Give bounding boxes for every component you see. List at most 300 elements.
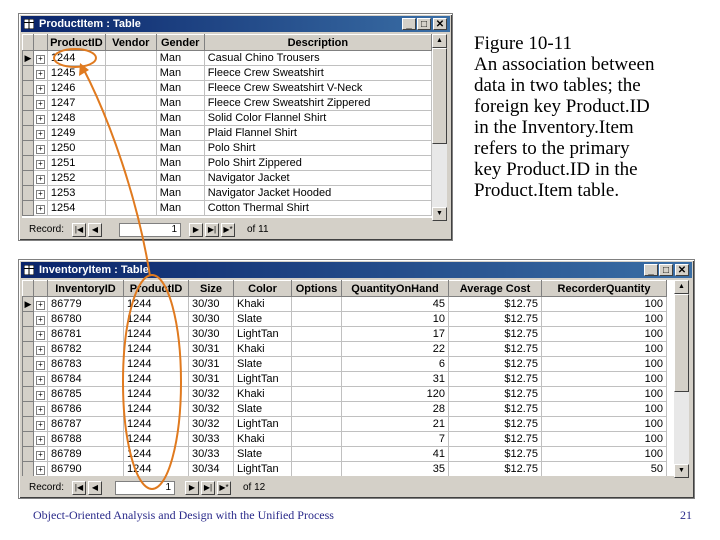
table-cell[interactable]: 30/32 xyxy=(189,387,234,402)
table-cell[interactable]: 35 xyxy=(342,462,449,477)
table-cell[interactable] xyxy=(292,387,342,402)
record-label: Record: xyxy=(29,482,65,493)
expand-plus-icon[interactable]: + xyxy=(36,175,45,184)
expand-plus-icon[interactable]: + xyxy=(36,100,45,109)
expand-cell[interactable] xyxy=(34,417,48,432)
table-cell[interactable]: 28 xyxy=(342,402,449,417)
column-header[interactable]: Average Cost xyxy=(449,281,542,297)
table-cell[interactable] xyxy=(105,171,156,186)
table-cell[interactable]: $12.75 xyxy=(449,402,542,417)
table-cell[interactable] xyxy=(105,51,156,66)
new-record-button[interactable]: ▶* xyxy=(217,481,231,495)
record-count: of 11 xyxy=(247,224,269,235)
expand-plus-icon[interactable]: + xyxy=(36,115,45,124)
table-cell[interactable]: 21 xyxy=(342,417,449,432)
record-selector[interactable] xyxy=(23,387,34,402)
close-button[interactable]: ✕ xyxy=(433,18,447,30)
table-cell[interactable]: Khaki xyxy=(234,387,292,402)
expand-header xyxy=(33,35,47,51)
table-row[interactable] xyxy=(23,417,667,432)
table-cell[interactable]: 100 xyxy=(542,447,667,462)
table-cell[interactable] xyxy=(105,66,156,81)
inventory-item-window xyxy=(18,259,695,499)
expand-cell[interactable] xyxy=(33,51,47,66)
table-cell[interactable] xyxy=(105,156,156,171)
caption-line: data in two tables; the xyxy=(474,75,641,96)
record-selector[interactable] xyxy=(23,327,34,342)
expand-cell[interactable] xyxy=(34,342,48,357)
table-cell[interactable]: Slate xyxy=(234,312,292,327)
table-cell[interactable]: 30/31 xyxy=(189,372,234,387)
product-item-titlebar[interactable] xyxy=(21,16,450,32)
table-cell[interactable]: 1244 xyxy=(124,462,189,477)
expand-cell[interactable] xyxy=(33,141,47,156)
table-cell[interactable]: 31 xyxy=(342,372,449,387)
table-cell[interactable]: Plaid Flannel Shirt xyxy=(204,126,431,141)
table-cell[interactable] xyxy=(105,81,156,96)
record-number-input[interactable]: 1 xyxy=(115,481,175,495)
table-cell[interactable]: LightTan xyxy=(234,327,292,342)
expand-plus-icon[interactable]: + xyxy=(36,130,45,139)
caption-line: refers to the primary xyxy=(474,138,630,159)
table-cell[interactable]: 100 xyxy=(542,372,667,387)
table-cell[interactable]: 45 xyxy=(342,297,449,312)
expand-plus-icon[interactable]: + xyxy=(36,406,45,415)
table-cell[interactable]: Fleece Crew Sweatshirt V-Neck xyxy=(204,81,431,96)
record-selector[interactable] xyxy=(23,96,34,111)
record-selector[interactable] xyxy=(23,201,34,216)
table-cell[interactable]: Fleece Crew Sweatshirt xyxy=(204,66,431,81)
table-cell[interactable]: $12.75 xyxy=(449,372,542,387)
table-cell[interactable]: LightTan xyxy=(234,462,292,477)
table-cell[interactable]: Slate xyxy=(234,447,292,462)
record-selector[interactable] xyxy=(23,126,34,141)
table-cell[interactable]: 86783 xyxy=(48,357,124,372)
expand-plus-icon[interactable]: + xyxy=(36,436,45,445)
table-cell[interactable]: Man xyxy=(156,96,204,111)
expand-plus-icon[interactable]: + xyxy=(36,301,45,310)
expand-plus-icon[interactable]: + xyxy=(36,55,45,64)
table-cell[interactable]: 100 xyxy=(542,387,667,402)
expand-cell[interactable] xyxy=(34,387,48,402)
current-record-icon[interactable]: ▶ xyxy=(23,297,34,312)
table-cell[interactable]: 1248 xyxy=(47,111,105,126)
table-cell[interactable]: 6 xyxy=(342,357,449,372)
table-row[interactable] xyxy=(23,186,432,201)
scroll-thumb[interactable] xyxy=(432,48,447,144)
table-cell[interactable]: 30/31 xyxy=(189,357,234,372)
table-cell[interactable]: 1254 xyxy=(47,201,105,216)
close-button[interactable]: ✕ xyxy=(675,264,689,276)
table-cell[interactable] xyxy=(105,201,156,216)
expand-plus-icon[interactable]: + xyxy=(36,70,45,79)
table-cell[interactable]: $12.75 xyxy=(449,462,542,477)
table-cell[interactable]: Solid Color Flannel Shirt xyxy=(204,111,431,126)
record-selector[interactable] xyxy=(23,462,34,477)
table-cell[interactable]: 30/32 xyxy=(189,417,234,432)
table-cell[interactable]: 1246 xyxy=(47,81,105,96)
column-header[interactable]: Vendor xyxy=(105,35,156,51)
table-cell[interactable] xyxy=(105,186,156,201)
table-row[interactable] xyxy=(23,171,432,186)
expand-cell[interactable] xyxy=(34,432,48,447)
table-row[interactable] xyxy=(23,126,432,141)
table-cell[interactable]: 41 xyxy=(342,447,449,462)
table-cell[interactable]: 1244 xyxy=(124,402,189,417)
figure-caption xyxy=(474,33,714,201)
current-record-icon[interactable]: ▶ xyxy=(23,51,34,66)
record-selector[interactable] xyxy=(23,186,34,201)
product-table xyxy=(22,34,432,216)
window-title: ProductItem : Table xyxy=(39,18,141,30)
table-cell[interactable]: 100 xyxy=(542,342,667,357)
table-cell[interactable]: Polo Shirt Zippered xyxy=(204,156,431,171)
scroll-up-button[interactable]: ▲ xyxy=(432,34,447,48)
table-cell[interactable] xyxy=(105,96,156,111)
column-header[interactable]: Gender xyxy=(156,35,204,51)
table-cell[interactable]: 100 xyxy=(542,402,667,417)
table-cell[interactable] xyxy=(292,417,342,432)
inventory-datasheet xyxy=(22,280,674,476)
first-record-button[interactable]: |◀ xyxy=(72,223,86,237)
table-cell[interactable]: 86780 xyxy=(48,312,124,327)
table-cell[interactable]: 30/30 xyxy=(189,327,234,342)
table-cell[interactable]: 1244 xyxy=(124,312,189,327)
record-selector[interactable] xyxy=(23,357,34,372)
scroll-down-button[interactable]: ▼ xyxy=(674,464,689,478)
table-cell[interactable]: Man xyxy=(156,111,204,126)
expand-plus-icon[interactable]: + xyxy=(36,451,45,460)
table-cell[interactable]: 1244 xyxy=(124,372,189,387)
column-header[interactable]: Color xyxy=(234,281,292,297)
minimize-button[interactable]: _ xyxy=(402,18,416,30)
record-selector[interactable] xyxy=(23,432,34,447)
expand-cell[interactable] xyxy=(34,462,48,477)
first-record-button[interactable]: |◀ xyxy=(72,481,86,495)
table-cell[interactable] xyxy=(105,141,156,156)
table-cell[interactable]: Man xyxy=(156,126,204,141)
table-cell[interactable]: 1253 xyxy=(47,186,105,201)
table-cell[interactable]: $12.75 xyxy=(449,387,542,402)
table-cell[interactable]: 30/33 xyxy=(189,432,234,447)
corner-cell xyxy=(23,35,34,51)
table-cell[interactable]: 1244 xyxy=(124,327,189,342)
table-cell[interactable]: Cotton Thermal Shirt xyxy=(204,201,431,216)
table-cell[interactable] xyxy=(292,402,342,417)
table-cell[interactable]: 1249 xyxy=(47,126,105,141)
expand-header xyxy=(34,281,48,297)
expand-cell[interactable] xyxy=(33,171,47,186)
table-row[interactable] xyxy=(23,327,667,342)
expand-cell[interactable] xyxy=(33,126,47,141)
table-cell[interactable] xyxy=(292,357,342,372)
table-cell[interactable]: 1244 xyxy=(124,417,189,432)
table-row[interactable] xyxy=(23,432,667,447)
table-cell[interactable]: 100 xyxy=(542,327,667,342)
window-title: InventoryItem : Table xyxy=(39,264,149,276)
table-cell[interactable] xyxy=(292,312,342,327)
table-row[interactable] xyxy=(23,342,667,357)
vertical-scrollbar[interactable] xyxy=(432,34,447,221)
previous-record-button[interactable]: ◀ xyxy=(88,481,102,495)
expand-plus-icon[interactable]: + xyxy=(36,346,45,355)
expand-plus-icon[interactable]: + xyxy=(36,331,45,340)
table-cell[interactable]: 100 xyxy=(542,417,667,432)
table-cell[interactable]: 1244 xyxy=(124,432,189,447)
table-cell[interactable]: 86787 xyxy=(48,417,124,432)
table-cell[interactable]: Man xyxy=(156,66,204,81)
record-selector[interactable] xyxy=(23,66,34,81)
table-cell[interactable] xyxy=(292,372,342,387)
table-cell[interactable]: 1251 xyxy=(47,156,105,171)
table-cell[interactable]: Slate xyxy=(234,357,292,372)
vertical-scrollbar[interactable] xyxy=(674,280,689,478)
column-header[interactable]: QuantityOnHand xyxy=(342,281,449,297)
table-cell[interactable]: 30/33 xyxy=(189,447,234,462)
column-header[interactable]: Options xyxy=(292,281,342,297)
record-label: Record: xyxy=(29,224,65,235)
table-cell[interactable] xyxy=(105,111,156,126)
table-cell[interactable]: 1244 xyxy=(124,342,189,357)
table-cell[interactable]: 120 xyxy=(342,387,449,402)
table-row[interactable] xyxy=(23,297,667,312)
product-item-window xyxy=(18,13,453,241)
table-cell[interactable]: 86782 xyxy=(48,342,124,357)
table-cell[interactable]: 1244 xyxy=(124,387,189,402)
table-cell[interactable] xyxy=(105,126,156,141)
table-row[interactable] xyxy=(23,447,667,462)
table-cell[interactable]: 100 xyxy=(542,432,667,447)
table-cell[interactable]: Navigator Jacket Hooded xyxy=(204,186,431,201)
table-cell[interactable]: Man xyxy=(156,171,204,186)
table-cell[interactable]: 86788 xyxy=(48,432,124,447)
table-cell[interactable]: 86790 xyxy=(48,462,124,477)
record-selector[interactable] xyxy=(23,447,34,462)
table-row[interactable] xyxy=(23,141,432,156)
maximize-button[interactable]: □ xyxy=(659,264,673,276)
expand-cell[interactable] xyxy=(34,312,48,327)
table-cell[interactable]: Slate xyxy=(234,402,292,417)
table-cell[interactable]: 100 xyxy=(542,312,667,327)
table-cell[interactable]: 1244 xyxy=(47,51,105,66)
table-row[interactable] xyxy=(23,402,667,417)
expand-cell[interactable] xyxy=(33,66,47,81)
table-row[interactable] xyxy=(23,201,432,216)
page-number: 21 xyxy=(680,508,692,522)
product-datasheet xyxy=(22,34,432,218)
table-cell[interactable]: Khaki xyxy=(234,297,292,312)
table-cell[interactable]: 30/31 xyxy=(189,342,234,357)
record-selector[interactable] xyxy=(23,111,34,126)
table-cell[interactable]: Man xyxy=(156,186,204,201)
table-cell[interactable]: 1245 xyxy=(47,66,105,81)
table-cell[interactable]: 30/30 xyxy=(189,312,234,327)
table-cell[interactable]: 30/34 xyxy=(189,462,234,477)
caption-line: in the Inventory.Item xyxy=(474,117,634,138)
expand-cell[interactable] xyxy=(33,156,47,171)
column-header[interactable]: RecorderQuantity xyxy=(542,281,667,297)
expand-plus-icon[interactable]: + xyxy=(36,376,45,385)
table-cell[interactable]: $12.75 xyxy=(449,297,542,312)
table-cell[interactable]: Polo Shirt xyxy=(204,141,431,156)
table-cell[interactable]: 86784 xyxy=(48,372,124,387)
expand-plus-icon[interactable]: + xyxy=(36,190,45,199)
table-cell[interactable]: $12.75 xyxy=(449,327,542,342)
table-row[interactable] xyxy=(23,81,432,96)
caption-line: foreign key Product.ID xyxy=(474,96,650,117)
expand-cell[interactable] xyxy=(34,297,48,312)
expand-cell[interactable] xyxy=(33,201,47,216)
expand-plus-icon[interactable]: + xyxy=(36,205,45,214)
table-cell[interactable]: LightTan xyxy=(234,372,292,387)
caption-line: An association between xyxy=(474,54,655,75)
expand-cell[interactable] xyxy=(33,111,47,126)
corner-cell xyxy=(23,281,34,297)
table-cell[interactable]: 1252 xyxy=(47,171,105,186)
expand-cell[interactable] xyxy=(33,81,47,96)
caption-line: Figure 10-11 xyxy=(474,33,572,54)
table-cell[interactable]: Man xyxy=(156,201,204,216)
record-selector[interactable] xyxy=(23,312,34,327)
expand-cell[interactable] xyxy=(33,96,47,111)
table-row[interactable] xyxy=(23,156,432,171)
table-cell[interactable]: 1247 xyxy=(47,96,105,111)
expand-plus-icon[interactable]: + xyxy=(36,160,45,169)
table-cell[interactable]: Khaki xyxy=(234,342,292,357)
expand-plus-icon[interactable]: + xyxy=(36,361,45,370)
table-cell[interactable]: LightTan xyxy=(234,417,292,432)
record-selector[interactable] xyxy=(23,81,34,96)
table-row[interactable] xyxy=(23,462,667,477)
table-cell[interactable]: $12.75 xyxy=(449,417,542,432)
table-cell[interactable] xyxy=(292,342,342,357)
table-cell[interactable]: 30/32 xyxy=(189,402,234,417)
table-cell[interactable]: $12.75 xyxy=(449,357,542,372)
record-selector[interactable] xyxy=(23,141,34,156)
table-cell[interactable]: 86785 xyxy=(48,387,124,402)
table-cell[interactable]: 17 xyxy=(342,327,449,342)
footer-title: Object-Oriented Analysis and Design with the Unified Process xyxy=(33,508,334,522)
maximize-button[interactable]: □ xyxy=(417,18,431,30)
table-row[interactable] xyxy=(23,111,432,126)
scroll-up-button[interactable]: ▲ xyxy=(674,280,689,294)
table-row[interactable] xyxy=(23,387,667,402)
last-record-button[interactable]: ▶| xyxy=(201,481,215,495)
column-header[interactable]: Description xyxy=(204,35,431,51)
scroll-down-button[interactable]: ▼ xyxy=(432,207,447,221)
next-record-button[interactable]: ▶ xyxy=(189,223,203,237)
record-number-input[interactable]: 1 xyxy=(119,223,181,237)
table-cell[interactable]: 10 xyxy=(342,312,449,327)
caption-line: key Product.ID in the xyxy=(474,159,638,180)
table-cell[interactable]: $12.75 xyxy=(449,447,542,462)
table-cell[interactable]: 86781 xyxy=(48,327,124,342)
column-header[interactable]: ProductID xyxy=(124,281,189,297)
table-cell[interactable]: 100 xyxy=(542,297,667,312)
table-row[interactable] xyxy=(23,51,432,66)
expand-plus-icon[interactable]: + xyxy=(36,421,45,430)
table-row[interactable] xyxy=(23,66,432,81)
scroll-thumb[interactable] xyxy=(674,294,689,392)
table-cell[interactable]: 50 xyxy=(542,462,667,477)
table-cell[interactable]: 86789 xyxy=(48,447,124,462)
table-cell[interactable]: 86786 xyxy=(48,402,124,417)
table-cell[interactable]: 1244 xyxy=(124,357,189,372)
record-selector[interactable] xyxy=(23,171,34,186)
expand-cell[interactable] xyxy=(34,372,48,387)
expand-plus-icon[interactable]: + xyxy=(36,466,45,475)
last-record-button[interactable]: ▶| xyxy=(205,223,219,237)
table-cell[interactable] xyxy=(292,447,342,462)
expand-cell[interactable] xyxy=(34,357,48,372)
new-record-button[interactable]: ▶* xyxy=(221,223,235,237)
expand-cell[interactable] xyxy=(34,447,48,462)
table-cell[interactable]: 86779 xyxy=(48,297,124,312)
table-cell[interactable]: 30/30 xyxy=(189,297,234,312)
expand-plus-icon[interactable]: + xyxy=(36,145,45,154)
table-cell[interactable]: Man xyxy=(156,51,204,66)
expand-plus-icon[interactable]: + xyxy=(36,391,45,400)
table-cell[interactable] xyxy=(292,462,342,477)
next-record-button[interactable]: ▶ xyxy=(185,481,199,495)
table-cell[interactable] xyxy=(292,432,342,447)
table-cell[interactable] xyxy=(292,327,342,342)
table-row[interactable] xyxy=(23,312,667,327)
table-cell[interactable]: 1250 xyxy=(47,141,105,156)
expand-plus-icon[interactable]: + xyxy=(36,85,45,94)
table-icon xyxy=(24,265,34,275)
inventory-item-titlebar[interactable] xyxy=(21,262,692,278)
table-cell[interactable]: 1244 xyxy=(124,297,189,312)
table-cell[interactable]: Man xyxy=(156,81,204,96)
column-header[interactable]: InventoryID xyxy=(48,281,124,297)
table-cell[interactable]: 7 xyxy=(342,432,449,447)
expand-cell[interactable] xyxy=(34,327,48,342)
previous-record-button[interactable]: ◀ xyxy=(88,223,102,237)
table-cell[interactable]: 22 xyxy=(342,342,449,357)
table-cell[interactable]: Fleece Crew Sweatshirt Zippered xyxy=(204,96,431,111)
table-cell[interactable]: $12.75 xyxy=(449,432,542,447)
table-cell[interactable]: Casual Chino Trousers xyxy=(204,51,431,66)
record-selector[interactable] xyxy=(23,417,34,432)
table-cell[interactable]: Man xyxy=(156,156,204,171)
expand-cell[interactable] xyxy=(33,186,47,201)
table-cell[interactable]: $12.75 xyxy=(449,342,542,357)
table-cell[interactable]: Navigator Jacket xyxy=(204,171,431,186)
column-header[interactable]: Size xyxy=(189,281,234,297)
expand-plus-icon[interactable]: + xyxy=(36,316,45,325)
table-row[interactable] xyxy=(23,372,667,387)
minimize-button[interactable]: _ xyxy=(644,264,658,276)
table-row[interactable] xyxy=(23,357,667,372)
record-count: of 12 xyxy=(243,482,266,493)
table-cell[interactable]: Man xyxy=(156,141,204,156)
expand-cell[interactable] xyxy=(34,402,48,417)
table-row[interactable] xyxy=(23,96,432,111)
table-cell[interactable]: $12.75 xyxy=(449,312,542,327)
record-selector[interactable] xyxy=(23,342,34,357)
table-cell[interactable]: 1244 xyxy=(124,447,189,462)
record-navigator xyxy=(27,480,687,496)
table-icon xyxy=(24,19,34,29)
table-cell[interactable]: 100 xyxy=(542,357,667,372)
record-selector[interactable] xyxy=(23,156,34,171)
record-selector[interactable] xyxy=(23,402,34,417)
table-cell[interactable] xyxy=(292,297,342,312)
column-header[interactable]: ProductID xyxy=(47,35,105,51)
table-cell[interactable]: Khaki xyxy=(234,432,292,447)
record-selector[interactable] xyxy=(23,372,34,387)
